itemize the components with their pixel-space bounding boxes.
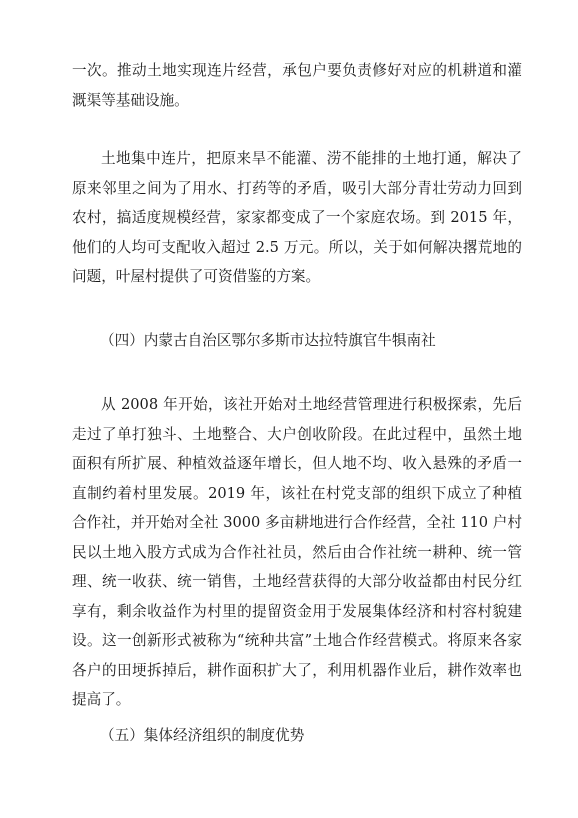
section-heading-5: （五）集体经济组织的制度优势	[100, 727, 305, 744]
paragraph-guanniuju-nanshe: 从 2008 年开始，该社开始对土地经营管理进行积极探索，先后走过了单打独斗、土地整合、大户创收阶段。在此过程中，虽然土地面积有所扩展、种植效益逐年增长，但人地不均、收入悬殊的矛盾一直制约着村里发展。2019 年，该社在村党支部的组织下成立了种植合作社，并开始对全社 3000 多亩耕地进行合作经营，全社 110 户村民以土地入股方式成为合作社社员，然后由合作社统一耕种、统一管理、统一收获、统一销售，土地经营获得的大部分收益都由村民分红享有，剩余收益作为村里的提留资金用于发展集体经济和村容村貌建设。这一创新形式被称为“统种共富”土地合作经营模式。将原来各家各户的田埂拆掉后，耕作面积扩大了，利用机器作业后，耕作效率也提高了。	[72, 396, 522, 708]
section-heading-4: （四）内蒙古自治区鄂尔多斯市达拉特旗官牛犋南社	[100, 332, 436, 349]
paragraph-continuation: 一次。推动土地实现连片经营，承包户要负责修好对应的机耕道和灌溉渠等基础设施。	[72, 62, 522, 109]
paragraph-ye-wu-village: 土地集中连片，把原来旱不能灌、涝不能排的土地打通，解决了原来邻里之间为了用水、打药等的矛盾，吸引大部分青壮劳动力回到农村，搞适度规模经营，家家都变成了一个家庭农场。到 2015 年，他们的人均可支配收入超过 2.5 万元。所以，关于如何解决撂荒地的问题，叶屋村提供了可资借鉴的方案。	[72, 150, 522, 285]
